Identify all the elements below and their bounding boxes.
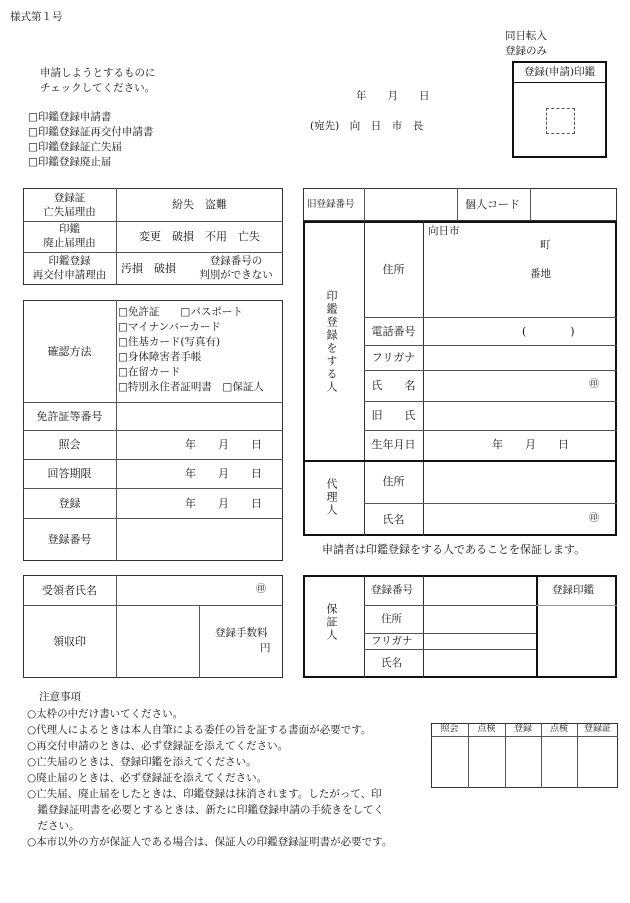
reissue-reason-unreadable-2[interactable]: 判別ができない (199, 269, 273, 281)
guarantor-col-divider-3 (536, 575, 538, 678)
registrant-row-5 (364, 430, 617, 431)
notes-title: 注意事項 (39, 691, 81, 703)
guarantor-reg-no-label: 登録番号 (371, 584, 413, 596)
agent-seal-mark: ㊞ (589, 513, 599, 524)
agent-row-divider (364, 503, 617, 504)
guarantor-row-1 (364, 605, 536, 606)
seal-placement-mark (546, 108, 575, 134)
banchi-label: 番地 (530, 268, 551, 280)
note-item: ○亡失届、廃止届をしたときは、印鑑登録は抹消されます。したがって、印 (27, 788, 382, 800)
checkbox-loss-notice[interactable]: □印鑑登録証亡失届 (28, 141, 122, 153)
guarantor-col-divider-1 (364, 575, 365, 678)
registrant-seal-mark: ㊞ (589, 379, 599, 390)
deadline-label: 回答期限 (47, 467, 92, 480)
old-number-divider-3 (530, 188, 531, 221)
verification-row-divider-3 (23, 459, 283, 460)
abolish-reason-label-2: 廃止届理由 (43, 237, 96, 249)
name-label: 氏 名 (371, 379, 416, 392)
phone-label: 電話番号 (371, 325, 416, 338)
loss-reason-label-2: 亡失届理由 (43, 206, 96, 218)
verify-option-license-passport[interactable]: □免許証 □パスポート (118, 306, 243, 318)
note-item: ○亡失届のときは、登録印鑑を添えてください。 (27, 756, 257, 768)
registrant-row-4 (364, 401, 617, 402)
guarantor-row-2 (364, 633, 536, 634)
guarantor-row-3 (364, 649, 536, 650)
registration-only-label: 登録のみ (505, 45, 547, 57)
registration-date[interactable]: 年 月 日 (185, 497, 262, 510)
office-col-registration: 登録 (513, 724, 532, 734)
receipt-stamp-label: 領収印 (53, 635, 86, 648)
old-number-divider-1 (364, 188, 365, 221)
guarantor-address-label: 住所 (381, 613, 402, 625)
agent-label: 代理人 (325, 478, 338, 517)
application-date: 年 月 日 (356, 90, 430, 102)
agent-name-label: 氏名 (382, 513, 405, 526)
abolish-reason-options[interactable]: 変更 破損 不用 亡失 (139, 230, 260, 243)
registration-label: 登録 (58, 497, 81, 510)
office-col-check-2: 点検 (549, 724, 568, 734)
town-label: 町 (540, 239, 551, 251)
registration-fee-label: 登録手数料 (215, 627, 268, 639)
guarantor-label: 保証人 (325, 603, 338, 642)
verify-option-juki-card[interactable]: □住基カード(写真有) (118, 336, 221, 348)
verification-row-divider-5 (23, 518, 283, 519)
receipt-col-divider-1 (116, 575, 117, 678)
verification-row-divider-4 (23, 488, 283, 489)
old-number-divider-2 (457, 188, 458, 221)
verification-row-divider-1 (23, 402, 283, 403)
verify-method-label: 確認方法 (47, 345, 92, 358)
reg-number-label: 登録番号 (47, 533, 92, 546)
reissue-reason-unreadable-1[interactable]: 登録番号の (209, 255, 263, 267)
form-number: 様式第１号 (10, 11, 63, 23)
deadline-date[interactable]: 年 月 日 (185, 467, 262, 480)
seal-box-divider (513, 82, 606, 83)
loss-reason-options[interactable]: 紛失 盗難 (172, 198, 227, 211)
inquiry-date[interactable]: 年 月 日 (185, 438, 262, 451)
note-item: ○太枠の中だけ書いてください。 (27, 708, 184, 720)
seal-box-title: 登録(申請)印鑑 (523, 66, 596, 78)
verify-option-mynumber[interactable]: □マイナンバーカード (118, 321, 221, 333)
birth-date-value[interactable]: 年 月 日 (492, 438, 569, 451)
recipient-name-label: 受領者氏名 (42, 584, 97, 597)
yen-label: 円 (260, 642, 271, 654)
old-surname-label: 旧 氏 (371, 409, 416, 422)
registrant-agent-divider (303, 460, 617, 462)
reissue-reason-label-1: 印鑑登録 (48, 255, 91, 267)
verification-row-divider-2 (23, 430, 283, 431)
guarantor-col-divider-2 (423, 575, 424, 678)
note-item: ださい。 (27, 820, 80, 832)
office-header-divider (431, 736, 618, 737)
note-item: ○廃止届のときは、必ず登録証を添えてください。 (27, 772, 268, 784)
note-item: ○本市以外の方が保証人である場合は、保証人の印鑑登録証明書が必要です。 (27, 836, 393, 848)
verify-option-special-permanent[interactable]: □特別永住者証明書 □保証人 (118, 381, 264, 393)
phone-parens[interactable]: ( ) (522, 325, 575, 338)
registrant-label: 印鑑登録をする人 (325, 290, 338, 394)
same-day-transfer-label: 同日転入 (505, 30, 547, 42)
agent-address-label: 住所 (382, 475, 405, 488)
reasons-row-divider-1 (23, 221, 283, 222)
registrant-row-3 (364, 370, 617, 371)
recipient-seal-mark: ㊞ (256, 584, 266, 595)
birth-date-label: 生年月日 (371, 438, 416, 451)
old-number-label: 旧登録番号 (307, 199, 355, 210)
verify-option-residence-card[interactable]: □在留カード (118, 366, 181, 378)
checkbox-reissue-application[interactable]: □印鑑登録証再交付申請書 (28, 126, 154, 138)
receipt-col-divider-2 (199, 605, 200, 678)
registrant-col-divider-2 (423, 221, 424, 536)
guarantor-seal-divider (536, 605, 617, 606)
office-col-inquiry: 照会 (440, 724, 459, 734)
guarantor-furigana-label: フリガナ (371, 635, 413, 647)
guarantor-reg-seal-label: 登録印鑑 (552, 584, 594, 596)
city-name: 向日市 (428, 225, 460, 237)
note-item: ○代理人によるときは本人自筆による委任の旨を証する書面が必要です。 (27, 724, 372, 736)
registrant-row-2 (364, 345, 617, 346)
checkbox-abolish-notice[interactable]: □印鑑登録廃止届 (28, 156, 112, 168)
addressee: (宛先) 向 日 市 長 (310, 120, 424, 132)
office-col-certificate: 登録証 (583, 724, 611, 734)
personal-code-label: 個人コード (465, 198, 520, 211)
address-label: 住所 (382, 263, 405, 276)
reissue-reason-label-2: 再交付申請理由 (32, 269, 107, 281)
note-item: ○再交付申請のときは、必ず登録証を添えてください。 (27, 740, 289, 752)
registrant-box (303, 221, 617, 536)
receipt-row-divider (23, 605, 283, 606)
reasons-row-divider-2 (23, 252, 283, 253)
registrant-row-1 (364, 317, 617, 318)
office-col-check-1: 点検 (477, 724, 496, 734)
furigana-label: フリガナ (371, 351, 416, 364)
instruction-line-1: 申請しようとするものに (40, 67, 156, 79)
inquiry-label: 照会 (58, 438, 81, 451)
instruction-line-2: チェックしてください。 (40, 82, 156, 94)
reissue-reason-damage[interactable]: 汚損 破損 (121, 262, 176, 275)
guarantor-name-label: 氏名 (381, 657, 402, 669)
verify-option-disability[interactable]: □身体障害者手帳 (118, 351, 202, 363)
abolish-reason-label-1: 印鑑 (59, 223, 80, 235)
loss-reason-label-1: 登録証 (53, 192, 86, 204)
guarantee-note: 申請者は印鑑登録をする人であることを保証します。 (322, 543, 586, 556)
note-item: 鑑登録証明書を必要とするときは、新たに印鑑登録申請の手続きをしてく (27, 804, 384, 816)
license-number-label: 免許証等番号 (36, 410, 103, 423)
checkbox-registration-application[interactable]: □印鑑登録申請書 (28, 111, 112, 123)
